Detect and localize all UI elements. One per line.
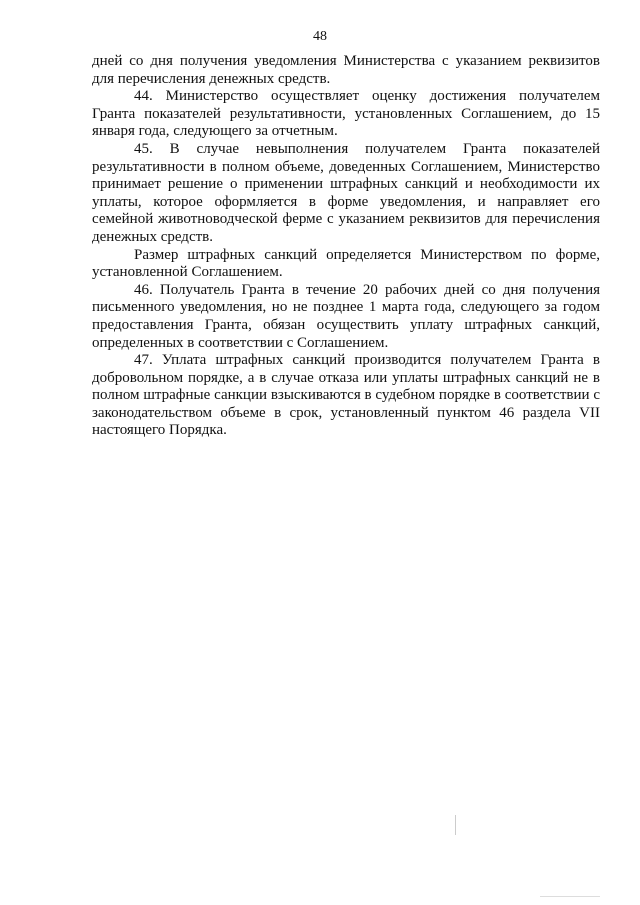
document-body xyxy=(92,53,600,440)
paragraph-continuation: дней со дня получения уведомления Министерства с указанием реквизитов для перечисления денежных средств. xyxy=(92,53,600,87)
page-number: 48 xyxy=(313,29,327,44)
paragraph-45: 45. В случае невыполнения получателем Гранта показателей результативности в полном объеме, доведенных Соглашением, Министерство принимает решение о применении штрафных санкций и необходимости их уплаты, которое оформляется в форме уведомления, и направляет его семейной животноводческой ферме с указанием реквизитов для перечисления денежных средств. xyxy=(92,140,600,245)
paragraph-penalty-size: Размер штрафных санкций определяется Министерством по форме, установленной Соглашением. xyxy=(92,246,600,281)
paragraph-46: 46. Получатель Гранта в течение 20 рабочих дней со дня получения письменного уведомления, но не позднее 1 марта года, следующего за годом предоставления Гранта, обязан осуществить уплату штрафных санкций, определенных в соответствии с Соглашением. xyxy=(92,281,600,351)
paragraph-44: 44. Министерство осуществляет оценку достижения получателем Гранта показателей результативности, установленных Соглашением, до 15 января года, следующего за отчетным. xyxy=(92,88,600,140)
paragraph-47: 47. Уплата штрафных санкций производится получателем Гранта в добровольном порядке, а в случае отказа или уплаты штрафных санкций не в полном штрафные санкции взыскиваются в судебном порядке в соответствии с законодательством объеме в срок, установленный пунктом 46 раздела VII настоящего Порядка. xyxy=(92,352,600,439)
scan-artifact xyxy=(455,815,456,835)
scan-artifact xyxy=(540,896,600,897)
